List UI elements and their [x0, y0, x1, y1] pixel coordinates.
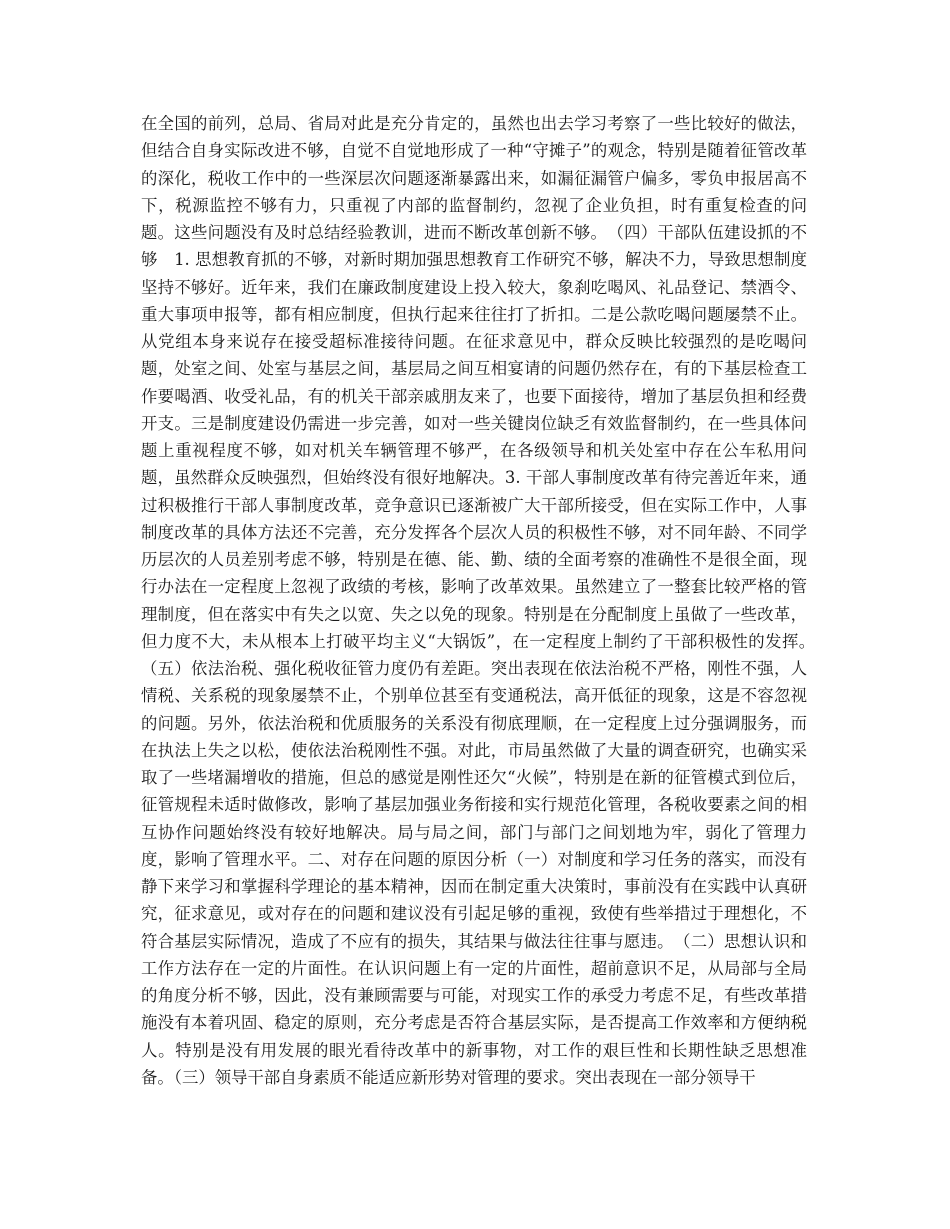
body-paragraph: 在全国的前列，总局、省局对此是充分肯定的，虽然也出去学习考察了一些比较好的做法，但结合自身实际改进不够，自觉不自觉地形成了一种“守摊子”的观念，特别是随着征管改革的深化，税收工作中的一些深层次问题逐渐暴露出来，如漏征漏管户偏多，零负申报居高不下，税源监控不够有力，只重视了内部的监督制约，忽视了企业负担，时有重复检查的问题。这些问题没有及时总结经验教训，进而不断改革创新不够。 （四）干部队伍建设抓的不够 1. 思想教育抓的不够，对新时期加强思想教育工作研究不够，解决不力，导致思想制度坚持不够好。近年来，我们在廉政制度建设上投入较大，象刹吃喝风、礼品登记、禁酒令、重大事项申报等，都有相应制度，但执行起来往往打了折扣。二是公款吃喝问题屡禁不止。从党组本身来说存在接受超标准接待问题。在征求意见中，群众反映比较强烈的是吃喝问题，处室之间、处室与基层之间，基层局之间互相宴请的问题仍然存在，有的下基层检查工作要喝酒、收受礼品，有的机关干部亲戚朋友来了，也要下面接待，增加了基层负担和经费开支。三是制度建设仍需进一步完善，如对一些关键岗位缺乏有效监督制约，在一些具体问题上重视程度不够，如对机关车辆管理不够严，在各级领导和机关处室中存在公车私用问题，虽然群众反映强烈，但始终没有很好地解决。3. 干部人事制度改革有待完善近年来，通过积极推行干部人事制度改革，竞争意识已逐渐被广大干部所接受，但在实际工作中，人事制度改革的具体方法还不完善，充分发挥各个层次人员的积极性不够，对不同年龄、不同学历层次的人员差别考虑不够，特别是在德、能、勤、绩的全面考察的准确性不是很全面，现行办法在一定程度上忽视了政绩的考核，影响了改革效果。虽然建立了一整套比较严格的管理制度，但在落实中有失之以宽、失之以免的现象。特别是在分配制度上虽做了一些改革，但力度不大，未从根本上打破平均主义“大锅饭”，在一定程度上制约了干部积极性的发挥。 （五）依法治税、强化税收征管力度仍有差距。突出表现在依法治税不严格，刚性不强，人情税、关系税的现象屡禁不止，个别单位甚至有变通税法，高开低征的现象，这是不容忽视的问题。另外，依法治税和优质服务的关系没有彻底理顺，在一定程度上过分强调服务，而在执法上失之以松，使依法治税刚性不强。对此，市局虽然做了大量的调查研究，也确实采取了一些堵漏增收的措施，但总的感觉是刚性还欠“火候”，特别是在新的征管模式到位后，征管规程未适时做修改，影响了基层加强业务衔接和实行规范化管理，各税收要素之间的相互协作问题始终没有较好地解决。局与局之间，部门与部门之间划地为牢，弱化了管理力度，影响了管理水平。二、对存在问题的原因分析（一）对制度和学习任务的落实，而没有静下来学习和掌握科学理论的基本精神，因而在制定重大决策时，事前没有在实践中认真研究，征求意见，或对存在的问题和建议没有引起足够的重视，致使有些举措过于理想化，不符合基层实际情况，造成了不应有的损失，其结果与做法往往事与愿违。 （二）思想认识和工作方法存在一定的片面性。在认识问题上有一定的片面性，超前意识不足，从局部与全局的角度分析不够，因此，没有兼顾需要与可能，对现实工作的承受力考虑不足，有些改革措施没有本着巩固、稳定的原则，充分考虑是否符合基层实际，是否提高工作效率和方便纳税人。特别是没有用发展的眼光看待改革中的新事物，对工作的艰巨性和长期性缺乏思想准备。（三）领导干部自身素质不能适应新形势对管理的要求。突出表现在一部分领导干: [141, 114, 824, 1087]
